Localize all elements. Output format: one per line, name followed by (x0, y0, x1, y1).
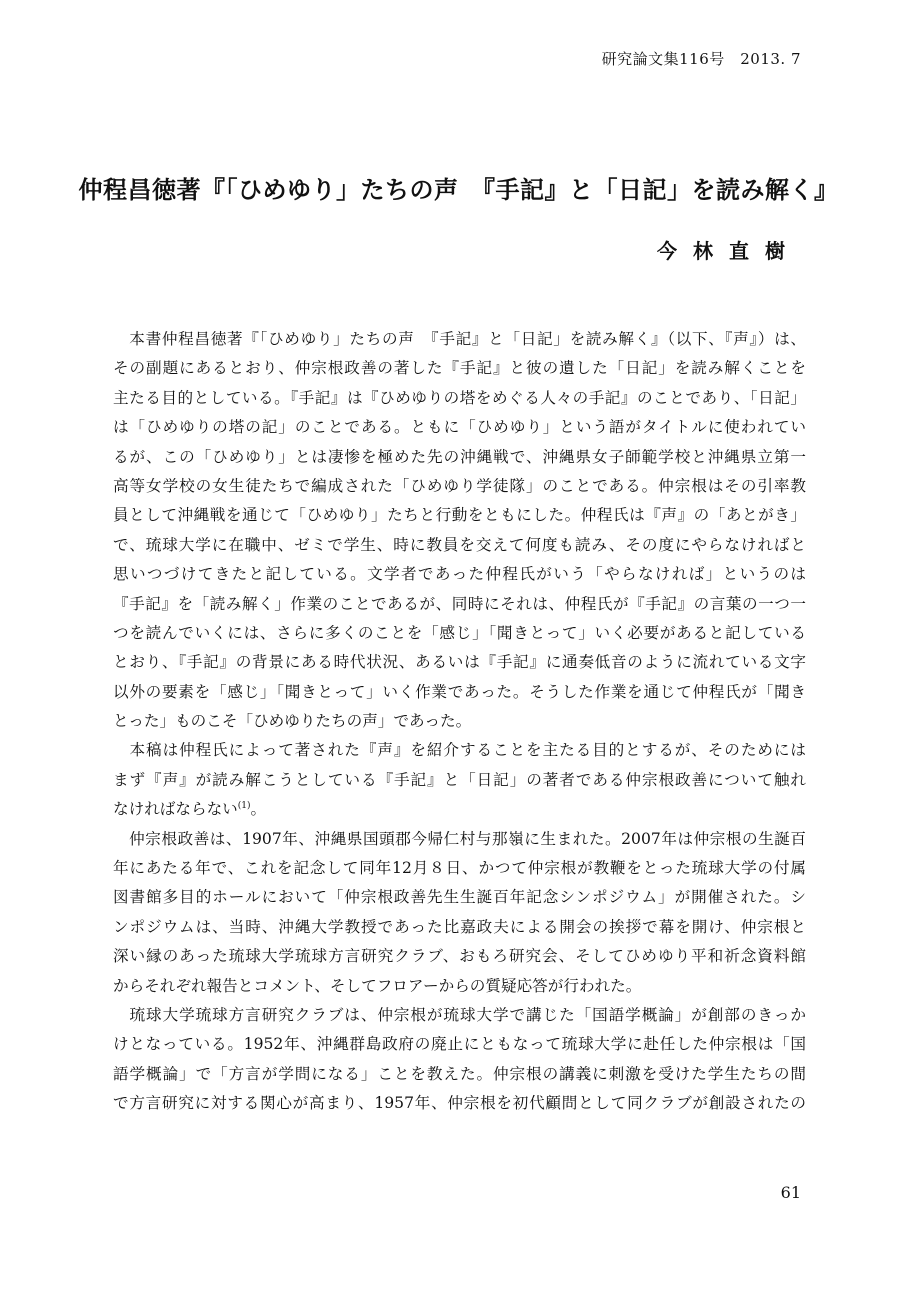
body-line-with-footnote (113, 795, 806, 824)
article-title: 仲程昌徳著『「ひめゆり」たちの声 『手記』と「日記」を読み解く』 (78, 176, 839, 204)
journal-header: 研究論文集116号 2013. 7 (601, 50, 801, 68)
footnote-ref[interactable]: (1) (237, 801, 251, 812)
body-line: 語学概論」で「方言が学問になる」ことを教えた。仲宗根の講義に刺激を受けた学生たちの間 (113, 1064, 806, 1083)
author-name: 今林直樹 (657, 239, 801, 263)
footnote-tail: 。 (250, 800, 267, 819)
article-body (113, 325, 806, 1119)
body-line: ンポジウムは、当時、沖縄大学教授であった比嘉政夫による開会の挨拶で幕を開け、仲宗根と (113, 917, 806, 936)
body-line: まず『声』が読み解こうとしている『手記』と「日記」の著者である仲宗根政善について触れ (113, 770, 806, 789)
body-line: とった」ものこそ「ひめゆりたちの声」であった。 (113, 712, 472, 731)
body-line: で方言研究に対する関心が高まり、1957年、仲宗根を初代顧問として同クラブが創設されたの (113, 1094, 806, 1113)
body-line: とおり、『手記』の背景にある時代状況、あるいは『手記』に通奏低音のように流れている文字 (113, 653, 806, 672)
body-line: その副題にあるとおり、仲宗根政善の著した『手記』と彼の遺した「日記」を読み解くことを (113, 359, 806, 378)
body-line: 員として沖縄戦を通じて「ひめゆり」たちと行動をともにした。仲程氏は『声』の「あとがき」 (113, 506, 806, 525)
body-line: 深い縁のあった琉球大学琉球方言研究クラブ、おもろ研究会、そしてひめゆり平和祈念資料館 (113, 947, 806, 966)
body-line-text: なければならない (113, 800, 238, 819)
body-line: 思いつづけてきたと記している。文学者であった仲程氏がいう「やらなければ」というのは (113, 565, 806, 584)
body-line: 琉球大学琉球方言研究クラブは、仲宗根が琉球大学で講じた「国語学概論」が創部のきっか (113, 1005, 806, 1024)
body-line: けとなっている。1952年、沖縄群島政府の廃止にともなって琉球大学に赴任した仲宗根は「国 (113, 1035, 806, 1054)
body-line: からそれぞれ報告とコメント、そしてフロアーからの質疑応答が行われた。 (113, 976, 642, 995)
body-line: で、琉球大学に在職中、ゼミで学生、時に教員を交えて何度も読み、その度にやらなければと (113, 535, 806, 554)
body-line: つを読んでいくには、さらに多くのことを「感じ」「聞きとって」いく必要があると記している (113, 623, 806, 642)
body-line: 以外の要素を「感じ」「聞きとって」いく作業であった。そうした作業を通じて仲程氏が「聞き (113, 682, 806, 701)
body-line: るが、この「ひめゆり」とは凄惨を極めた先の沖縄戦で、沖縄県女子師範学校と沖縄県立第一 (113, 447, 806, 466)
body-line: 図書館多目的ホールにおいて「仲宗根政善先生生誕百年記念シンポジウム」が開催された。シ (113, 888, 806, 907)
body-line: は「ひめゆりの塔の記」のことである。ともに「ひめゆり」という語がタイトルに使われてい (113, 418, 806, 437)
body-line: 主たる目的としている。『手記』は『ひめゆりの塔をめぐる人々の手記』のことであり、「日記」 (113, 388, 806, 407)
body-line: 仲宗根政善は、1907年、沖縄県国頭郡今帰仁村与那嶺に生まれた。2007年は仲宗根の生誕百 (113, 829, 806, 848)
body-line: 本書仲程昌徳著『「ひめゆり」たちの声 『手記』と「日記」を読み解く』（以下、『声』）は、 (113, 330, 806, 348)
page-number: 61 (780, 1183, 801, 1202)
body-line: 年にあたる年で、これを記念して同年12月８日、かつて仲宗根が教鞭をとった琉球大学の付属 (113, 859, 806, 878)
body-line: 『手記』を「読み解く」作業のことであるが、同時にそれは、仲程氏が『手記』の言葉の一つ一 (113, 594, 806, 613)
body-line: 高等女学校の女生徒たちで編成された「ひめゆり学徒隊」のことである。仲宗根はその引率教 (113, 476, 806, 495)
body-line: 本稿は仲程氏によって著された『声』を紹介することを主たる目的とするが、そのためには (113, 741, 806, 760)
